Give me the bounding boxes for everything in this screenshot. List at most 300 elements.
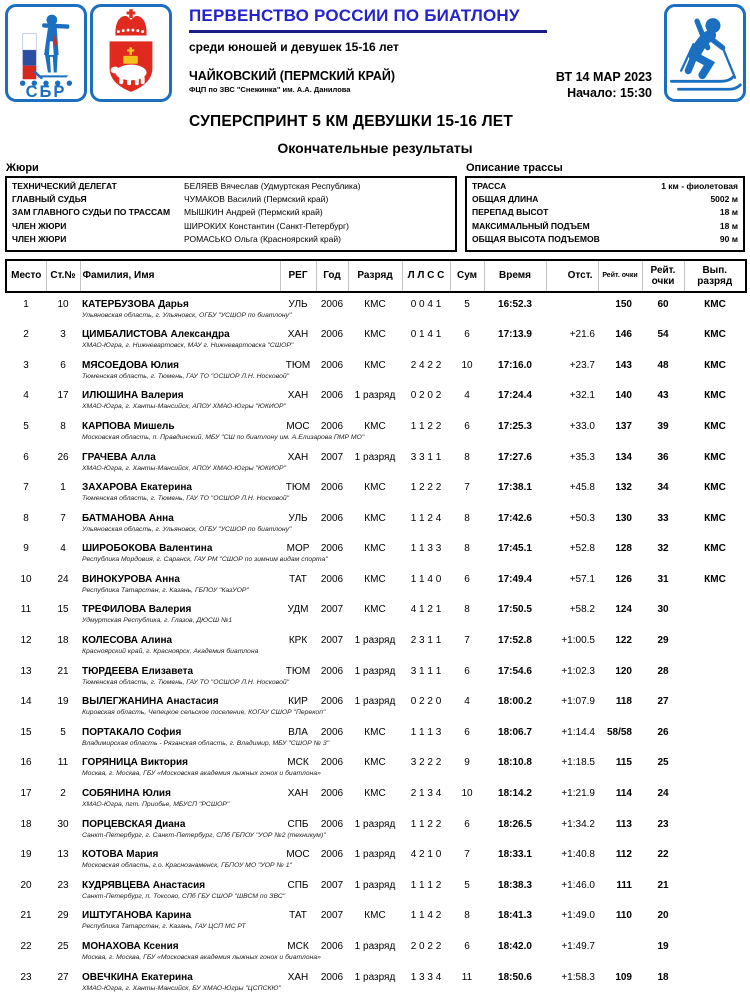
club-row-indent <box>6 311 80 324</box>
club-text: Удмуртская Республика, г. Глазов, ДЮСШ №1 <box>82 617 233 625</box>
cell-rating-points: 114 <box>615 788 632 800</box>
cell-shooting: 0 0 4 1 <box>410 298 442 310</box>
cell-reg: ХАН <box>287 788 309 800</box>
column-header-2: Ст.№ <box>46 260 80 292</box>
club-row <box>6 372 746 385</box>
cell-gap: +1:40.8 <box>561 849 595 861</box>
cell-rank: 1 разряд <box>354 941 396 952</box>
sbr-logo <box>5 4 87 102</box>
cell-reg: ХАН <box>287 329 309 341</box>
cell-shooting: 1 1 4 0 <box>410 573 442 585</box>
cell-rank: 1 разряд <box>354 818 396 830</box>
cell-rank: КМС <box>364 482 386 494</box>
result-row <box>6 629 746 647</box>
cell-rating-points: 110 <box>615 910 632 922</box>
cell-rating-points: 146 <box>615 329 632 341</box>
cell-place: 3 <box>23 359 29 371</box>
club-row-indent <box>6 464 80 477</box>
cell-time: 17:27.6 <box>498 451 532 463</box>
cell-bib: 30 <box>57 818 69 830</box>
results-table <box>5 259 747 996</box>
cell-place: 7 <box>23 482 29 494</box>
cell-name: МОНАХОВА Ксения <box>82 941 179 952</box>
course-value: 1 км - фиолетовая <box>661 180 738 191</box>
cell-points: 26 <box>657 726 669 738</box>
course-value: 90 м <box>719 234 738 245</box>
course-row <box>467 180 743 193</box>
club-row-indent <box>6 372 80 385</box>
cell-gap: +1:02.3 <box>561 665 595 677</box>
cell-name: ЦИМБАЛИСТОВА Александра <box>82 329 230 341</box>
column-header-9: Время <box>484 260 546 292</box>
cell-name: ПОРЦЕВСКАЯ Диана <box>82 818 186 830</box>
cell-gap: +1:46.0 <box>561 879 595 891</box>
cell-rank: 1 разряд <box>354 665 396 677</box>
result-row <box>6 690 746 708</box>
club-row <box>6 769 746 782</box>
result-row <box>6 660 746 678</box>
cell-sum: 6 <box>464 726 470 738</box>
cell-sum: 8 <box>464 512 470 524</box>
cell-bib: 10 <box>57 298 69 310</box>
column-header-6: Разряд <box>348 260 402 292</box>
cell-new-rank <box>684 966 746 984</box>
cell-points: 27 <box>657 696 669 708</box>
cell-bib: 17 <box>57 390 69 402</box>
club-text: ХМАО-Югра, г. Ханты-Мансийск, АПОУ ХМАО-Югры "ЮКИОР" <box>82 403 286 411</box>
cell-reg: СПБ <box>287 879 309 891</box>
club-text: Республика Татарстан, г. Казань, ГАУ ЦСП МС РТ <box>82 923 246 931</box>
cell-rating-points: 112 <box>615 849 632 861</box>
club-row <box>6 311 746 324</box>
cell-place: 9 <box>23 543 29 555</box>
cell-points: 31 <box>657 573 669 585</box>
club-text: Кировская область, Чепецкое сельское поселение, КОГАУ СШОР "Перекоп" <box>82 709 326 717</box>
club-row-indent <box>6 769 80 782</box>
cell-shooting: 1 1 2 2 <box>410 420 442 432</box>
cell-rating-points: 128 <box>615 543 632 555</box>
cell-rating-points: 58/58 <box>606 726 632 738</box>
course-label: МАКСИМАЛЬНЫЙ ПОДЪЕМ <box>472 220 590 231</box>
jury-row <box>7 206 455 219</box>
club-row <box>6 341 746 354</box>
cell-reg: ТЮМ <box>285 665 311 677</box>
club-row-indent <box>6 984 80 996</box>
cell-reg: МСК <box>287 941 309 952</box>
club-text: ХМАО-Югра, г. Ханты-Мансийск, АПОУ ХМАО-Югры "ЮКИОР" <box>82 464 286 472</box>
cell-rating-points: 126 <box>615 573 632 585</box>
cell-new-rank: КМС <box>704 329 726 341</box>
column-header-12: Рейт. очки <box>642 260 684 292</box>
cell-time: 17:54.6 <box>498 665 532 677</box>
jury-member-name: БЕЛЯЕВ Вячеслав (Удмуртская Республика) <box>184 180 361 191</box>
cell-reg: СПБ <box>287 818 309 830</box>
cell-sum: 5 <box>464 879 470 891</box>
cell-name: ИЛЮШИНА Валерия <box>82 390 184 402</box>
club-row-indent <box>6 647 80 660</box>
club-row <box>6 494 746 507</box>
cell-points: 24 <box>657 788 669 800</box>
course-row <box>467 233 743 246</box>
cell-time: 17:50.5 <box>498 604 532 616</box>
cell-bib: 8 <box>60 420 66 432</box>
cell-year: 2006 <box>320 757 344 769</box>
cell-time: 18:26.5 <box>498 818 532 830</box>
cell-place: 16 <box>20 757 32 769</box>
date-time-block <box>556 69 652 102</box>
club-row <box>6 892 746 905</box>
cell-points: 60 <box>657 298 669 310</box>
cell-new-rank: КМС <box>704 451 726 463</box>
cell-gap <box>546 292 598 311</box>
cell-time: 17:45.1 <box>498 543 532 555</box>
club-text: Ульяновская область, г. Ульяновск, ОГБУ "УСШОР по биатлону" <box>82 311 292 319</box>
cell-new-rank <box>684 721 746 739</box>
cell-gap: +1:49.0 <box>561 910 595 922</box>
result-row <box>6 966 746 984</box>
club-text: Санкт-Петербург, г. Санкт-Петербург, СПб ГБПОУ "УОР №2 (техникум)" <box>82 831 326 839</box>
jury-heading: Жюри <box>6 161 39 174</box>
cell-shooting: 2 0 2 2 <box>410 941 442 952</box>
column-header-11: Рейт. очки <box>598 260 642 292</box>
cell-place: 1 <box>23 298 29 310</box>
cell-shooting: 1 1 2 4 <box>410 512 442 524</box>
cell-sum: 11 <box>461 971 473 983</box>
cell-points: 29 <box>657 635 669 647</box>
cell-year: 2006 <box>320 298 344 310</box>
club-row <box>6 678 746 691</box>
club-row-indent <box>6 708 80 721</box>
cell-year: 2006 <box>320 482 344 494</box>
cell-reg: МОС <box>286 849 310 861</box>
cell-place: 12 <box>20 635 32 647</box>
perm-coat-of-arms <box>90 4 172 102</box>
cell-bib: 15 <box>57 604 69 616</box>
cell-name: ИШТУГАНОВА Карина <box>82 910 192 922</box>
jury-row <box>7 193 455 206</box>
cell-points: 39 <box>657 420 669 432</box>
cell-sum: 6 <box>464 665 470 677</box>
jury-box <box>5 176 457 252</box>
club-row <box>6 800 746 813</box>
result-row <box>6 598 746 616</box>
cell-new-rank <box>684 629 746 647</box>
club-row <box>6 831 746 844</box>
cell-place: 13 <box>20 665 32 677</box>
cell-reg: УЛЬ <box>288 298 308 310</box>
club-text: Тюменская область, г. Тюмень, ГАУ ТО "ОСШОР Л.Н. Носковой" <box>82 495 290 503</box>
cell-reg: КИР <box>288 696 308 708</box>
result-row <box>6 935 746 953</box>
cell-year: 2006 <box>320 726 344 738</box>
course-heading: Описание трассы <box>466 161 563 174</box>
result-row <box>6 751 746 769</box>
jury-member-name: МЫШКИН Андрей (Пермский край) <box>184 207 323 218</box>
jury-role: ЗАМ ГЛАВНОГО СУДЬИ ПО ТРАССАМ <box>12 207 171 218</box>
cell-bib: 19 <box>57 696 69 708</box>
cell-rank: КМС <box>364 910 386 922</box>
cell-new-rank: КМС <box>704 512 726 524</box>
cell-rating-points: 134 <box>615 451 632 463</box>
cell-year: 2006 <box>320 971 344 983</box>
cell-sum: 8 <box>464 604 470 616</box>
cell-new-rank: КМС <box>704 543 726 555</box>
cell-bib: 7 <box>60 512 66 524</box>
cell-time: 17:25.3 <box>498 420 532 432</box>
cell-time: 17:38.1 <box>498 482 532 494</box>
venue-detail: ФЦП по ЗВС "Снежинка" им. А.А. Данилова <box>189 85 351 94</box>
result-row <box>6 323 746 341</box>
cell-points: 36 <box>657 451 669 463</box>
result-row <box>6 476 746 494</box>
course-row <box>467 220 743 233</box>
cell-reg: МСК <box>287 757 309 769</box>
cell-place: 20 <box>20 879 32 891</box>
cell-gap: +1:07.9 <box>561 696 595 708</box>
cell-place: 11 <box>20 604 32 616</box>
cell-gap: +50.3 <box>569 512 595 524</box>
club-row-indent <box>6 953 80 966</box>
cell-shooting: 4 1 2 1 <box>410 604 442 616</box>
cell-place: 14 <box>20 696 32 708</box>
result-row <box>6 446 746 464</box>
cell-name: ТЮРДЕЕВА Елизавета <box>82 665 194 677</box>
event-title: СУПЕРСПРИНТ 5 КМ ДЕВУШКИ 15-16 ЛЕТ <box>189 112 513 130</box>
club-text: Республика Татарстан, г. Казань, ГБПОУ "КазУОР" <box>82 586 249 594</box>
result-row <box>6 904 746 922</box>
cell-gap: +1:34.2 <box>561 818 595 830</box>
cell-points: 20 <box>657 910 669 922</box>
cell-place: 6 <box>23 451 29 463</box>
cell-time: 18:06.7 <box>498 726 532 738</box>
cell-new-rank: КМС <box>704 390 726 402</box>
cell-place: 15 <box>20 726 32 738</box>
club-row <box>6 555 746 568</box>
cell-points: 33 <box>657 512 669 524</box>
cell-rank: 1 разряд <box>354 971 396 983</box>
cell-bib: 23 <box>57 879 69 891</box>
cell-time: 17:52.8 <box>498 635 532 647</box>
course-box <box>465 176 745 252</box>
cell-points: 21 <box>657 879 669 891</box>
club-row-indent <box>6 586 80 599</box>
results-heading: Окончательные результаты <box>277 139 473 156</box>
course-label: ОБЩАЯ ДЛИНА <box>472 193 539 204</box>
column-header-7: Л Л С С <box>402 260 450 292</box>
cell-time: 18:38.3 <box>498 879 532 891</box>
cell-sum: 7 <box>464 482 470 494</box>
cell-sum: 6 <box>464 329 470 341</box>
cell-bib: 29 <box>57 910 69 922</box>
result-row <box>6 782 746 800</box>
cell-time: 17:13.9 <box>498 329 532 341</box>
club-row <box>6 922 746 935</box>
cell-name: СОБЯНИНА Юлия <box>82 788 171 800</box>
cell-name: ВИНОКУРОВА Анна <box>82 573 180 585</box>
club-row-indent <box>6 739 80 752</box>
result-row <box>6 384 746 402</box>
cell-reg: УЛЬ <box>288 512 308 524</box>
cell-sum: 8 <box>464 451 470 463</box>
start-time: Начало: 15:30 <box>567 86 652 101</box>
title-divider <box>189 30 547 33</box>
cell-year: 2006 <box>320 390 344 402</box>
cell-place: 23 <box>20 971 32 983</box>
cell-shooting: 1 1 3 3 <box>410 543 442 555</box>
cell-rating-points: 111 <box>616 879 632 891</box>
result-row <box>6 843 746 861</box>
jury-role: ЧЛЕН ЖЮРИ <box>12 234 67 245</box>
cell-gap: +1:14.4 <box>561 726 595 738</box>
cell-name: ГОРЯНИЦА Виктория <box>82 757 188 769</box>
club-text: Санкт-Петербург, п. Токсово, СПб ГБУ СШОР "ШВСМ по ЗВС" <box>82 892 286 900</box>
column-header-3: Фамилия, Имя <box>80 260 280 292</box>
cell-rating-points: 143 <box>615 359 632 371</box>
cell-year: 2006 <box>320 665 344 677</box>
cell-year: 2006 <box>320 512 344 524</box>
cell-rating-points: 109 <box>615 971 632 983</box>
cell-new-rank <box>684 782 746 800</box>
cell-rank: КМС <box>364 512 386 524</box>
cell-place: 17 <box>20 788 32 800</box>
cell-bib: 21 <box>57 665 69 677</box>
cell-rating-points: 140 <box>615 390 632 402</box>
cell-year: 2006 <box>320 696 344 708</box>
jury-role: ГЛАВНЫЙ СУДЬЯ <box>12 193 87 204</box>
cell-reg: ХАН <box>287 390 309 402</box>
cell-points: 18 <box>657 971 669 983</box>
cell-name: КАРПОВА Мишель <box>82 420 175 432</box>
cell-rating-points: 113 <box>615 818 632 830</box>
club-row <box>6 525 746 538</box>
cell-points: 34 <box>657 482 669 494</box>
cell-points: 25 <box>657 757 669 769</box>
club-text: Москва, г. Москва, ГБУ «Московская академия лыжных гонок и биатлона» <box>82 770 321 778</box>
cell-points: 54 <box>657 329 669 341</box>
column-header-4: РЕГ <box>280 260 316 292</box>
cell-time: 18:42.0 <box>498 941 532 952</box>
column-header-1: Место <box>6 260 46 292</box>
cell-sum: 5 <box>464 298 470 310</box>
club-text: ХМАО-Югра, г. Нижневартовск, МАУ г. Нижневартовска "СШОР" <box>82 342 294 350</box>
sbr-label: СБР <box>25 81 67 98</box>
cell-rating-points: 122 <box>615 635 632 647</box>
document-header <box>0 0 750 131</box>
jury-row <box>7 220 455 233</box>
venue-name: ЧАЙКОВСКИЙ (ПЕРМСКИЙ КРАЙ) <box>189 69 396 83</box>
cell-rating-points: 132 <box>615 482 632 494</box>
cell-sum: 4 <box>464 390 470 402</box>
cell-shooting: 3 3 1 1 <box>410 451 442 463</box>
cell-shooting: 4 2 1 0 <box>410 849 442 861</box>
cell-sum: 8 <box>464 543 470 555</box>
cell-time: 18:14.2 <box>498 788 532 800</box>
cell-gap: +1:00.5 <box>561 635 595 647</box>
course-row <box>467 206 743 219</box>
cell-year: 2006 <box>320 573 344 585</box>
cell-place: 4 <box>23 390 29 402</box>
course-label: ТРАССА <box>472 180 507 191</box>
cell-gap: +45.8 <box>569 482 595 494</box>
cell-gap: +23.7 <box>569 359 595 371</box>
cell-gap: +57.1 <box>569 573 595 585</box>
cell-sum: 6 <box>464 941 470 952</box>
result-row <box>6 568 746 586</box>
cell-place: 19 <box>20 849 32 861</box>
cell-sum: 4 <box>464 696 470 708</box>
club-row-indent <box>6 831 80 844</box>
club-row <box>6 586 746 599</box>
biathlon-pictogram <box>664 4 746 102</box>
cell-gap: +52.8 <box>569 543 595 555</box>
cell-rating-points: 150 <box>615 298 632 310</box>
cell-new-rank <box>684 813 746 831</box>
cell-time: 18:00.2 <box>498 696 532 708</box>
cell-year: 2006 <box>320 359 344 371</box>
club-row <box>6 402 746 415</box>
jury-role: ТЕХНИЧЕСКИЙ ДЕЛЕГАТ <box>12 180 117 191</box>
cell-name: КОЛЕСОВА Алина <box>82 635 173 647</box>
club-row-indent <box>6 861 80 874</box>
cell-rating-points: 120 <box>615 665 632 677</box>
cell-gap: +1:18.5 <box>561 757 595 769</box>
club-row-indent <box>6 678 80 691</box>
club-text: Тюменская область, г. Тюмень, ГАУ ТО "ОСШОР Л.Н. Носковой" <box>82 372 290 380</box>
cell-reg: ХАН <box>287 971 309 983</box>
cell-rank: КМС <box>364 573 386 585</box>
club-row-indent <box>6 922 80 935</box>
cell-place: 2 <box>23 329 29 341</box>
cell-time: 18:50.6 <box>498 971 532 983</box>
cell-rank: КМС <box>364 359 386 371</box>
cell-gap: +1:58.3 <box>561 971 595 983</box>
cell-bib: 5 <box>60 726 66 738</box>
cell-name: ПОРТАКАЛО София <box>82 726 182 738</box>
shield-icon <box>110 41 153 92</box>
club-row <box>6 464 746 477</box>
cell-place: 18 <box>20 818 32 830</box>
jury-row <box>7 233 455 246</box>
page-title: ПЕРВЕНСТВО РОССИИ ПО БИАТЛОНУ <box>189 6 520 25</box>
cell-shooting: 0 1 4 1 <box>410 329 442 341</box>
club-row-indent <box>6 892 80 905</box>
club-row-indent <box>6 800 80 813</box>
cell-rank: 1 разряд <box>354 879 396 891</box>
cell-time: 16:52.3 <box>498 298 532 310</box>
perm-crest-icon <box>95 8 167 98</box>
cell-name: МЯСОЕДОВА Юлия <box>82 359 179 371</box>
cell-time: 17:49.4 <box>498 573 532 585</box>
cell-shooting: 1 1 4 2 <box>410 910 442 922</box>
cell-bib: 26 <box>57 451 69 463</box>
club-row <box>6 861 746 874</box>
cell-bib: 6 <box>60 359 66 371</box>
cell-bib: 18 <box>57 635 69 647</box>
cell-rank: 1 разряд <box>354 451 396 463</box>
cell-rating-points: 124 <box>615 604 632 616</box>
cell-place: 10 <box>20 573 32 585</box>
result-row <box>6 874 746 892</box>
cell-shooting: 1 2 2 2 <box>410 482 442 494</box>
sbr-biathlete-icon <box>10 8 82 98</box>
cell-rating-points: 137 <box>615 420 632 432</box>
result-row <box>6 354 746 372</box>
column-header-10: Отст. <box>546 260 598 292</box>
club-text: Москва, г. Москва, ГБУ «Московская академия лыжных гонок и биатлона» <box>82 954 321 961</box>
cell-time: 17:42.6 <box>498 512 532 524</box>
cell-new-rank <box>684 874 746 892</box>
cell-name: ЗАХАРОВА Екатерина <box>82 482 192 494</box>
